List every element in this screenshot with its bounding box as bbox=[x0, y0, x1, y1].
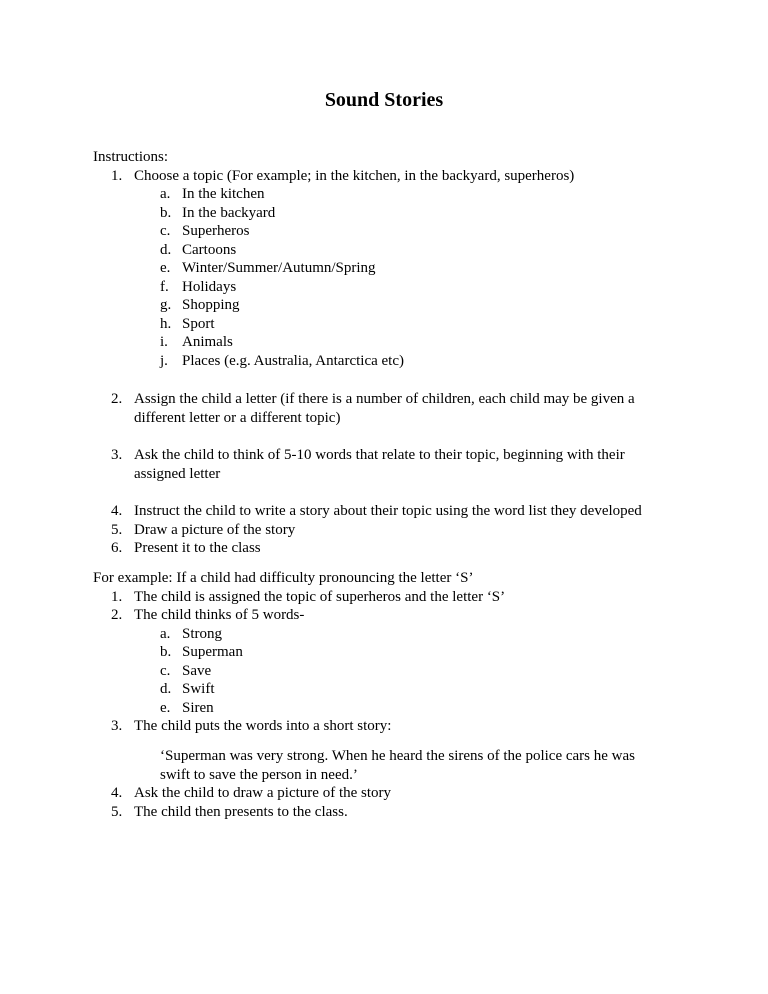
topic-item: g. Shopping bbox=[160, 297, 240, 313]
page-title: Sound Stories bbox=[324, 89, 444, 111]
word-item: d. Swift bbox=[160, 681, 215, 697]
example-heading: For example: If a child had difficulty pronouncing the letter ‘S’ bbox=[93, 570, 474, 586]
instructions-steps-4-6 bbox=[93, 502, 683, 558]
topic-item: f. Holidays bbox=[160, 278, 237, 295]
list-item: 6. Present it to the class bbox=[111, 540, 261, 556]
word-item: b. Superman bbox=[160, 644, 243, 660]
instructions-step2: 2. Assign the child a letter (if there is a number of children, each child may be given a different letter or a different topic) bbox=[93, 390, 683, 427]
word-item: e. Siren bbox=[160, 699, 214, 716]
instructions-heading: Instructions: bbox=[93, 149, 168, 165]
topic-item: a. In the kitchen bbox=[160, 186, 265, 202]
topic-item: b. In the backyard bbox=[160, 204, 276, 221]
topic-item: e. Winter/Summer/Autumn/Spring bbox=[160, 260, 376, 276]
example-section bbox=[93, 569, 683, 736]
topic-item: i. Animals bbox=[160, 334, 233, 350]
list-item: 3. Ask the child to think of 5-10 words that relate to their topic, beginning with their bbox=[111, 447, 625, 463]
list-item: 4. Instruct the child to write a story about their topic using the word list they developed bbox=[111, 503, 642, 519]
word-item: a. Strong bbox=[160, 625, 223, 642]
story-quote: ‘Superman was very strong. When he heard the sirens of the police cars he was swift to save the person in need.’ 4. Ask the child to draw a picture of the story 5. The child then presents to the class. bbox=[93, 747, 683, 821]
list-item: 5. The child then presents to the class. bbox=[111, 803, 348, 820]
topic-item: h. Sport bbox=[160, 315, 215, 332]
instructions-section bbox=[93, 148, 683, 370]
list-item: 2. Assign the child a letter (if there is a number of children, each child may be given a bbox=[111, 391, 635, 407]
list-item: 3. The child puts the words into a short story: bbox=[111, 718, 392, 734]
word-item: c. Save bbox=[160, 662, 212, 679]
list-item: 1. Choose a topic (For example; in the kitchen, in the backyard, superheros) bbox=[111, 167, 575, 184]
list-item: 2. The child thinks of 5 words- bbox=[111, 607, 305, 623]
topic-item: d. Cartoons bbox=[160, 241, 237, 258]
list-item: 5. Draw a picture of the story bbox=[111, 521, 296, 538]
topic-item: j. Places (e.g. Australia, Antarctica etc) bbox=[160, 352, 404, 369]
list-item: 1. The child is assigned the topic of superheros and the letter ‘S’ bbox=[111, 588, 506, 605]
instructions-step3: 3. Ask the child to think of 5-10 words that relate to their topic, beginning with their assigned letter bbox=[93, 446, 683, 483]
topic-item: c. Superheros bbox=[160, 223, 250, 239]
list-item: 4. Ask the child to draw a picture of the story bbox=[111, 785, 392, 801]
